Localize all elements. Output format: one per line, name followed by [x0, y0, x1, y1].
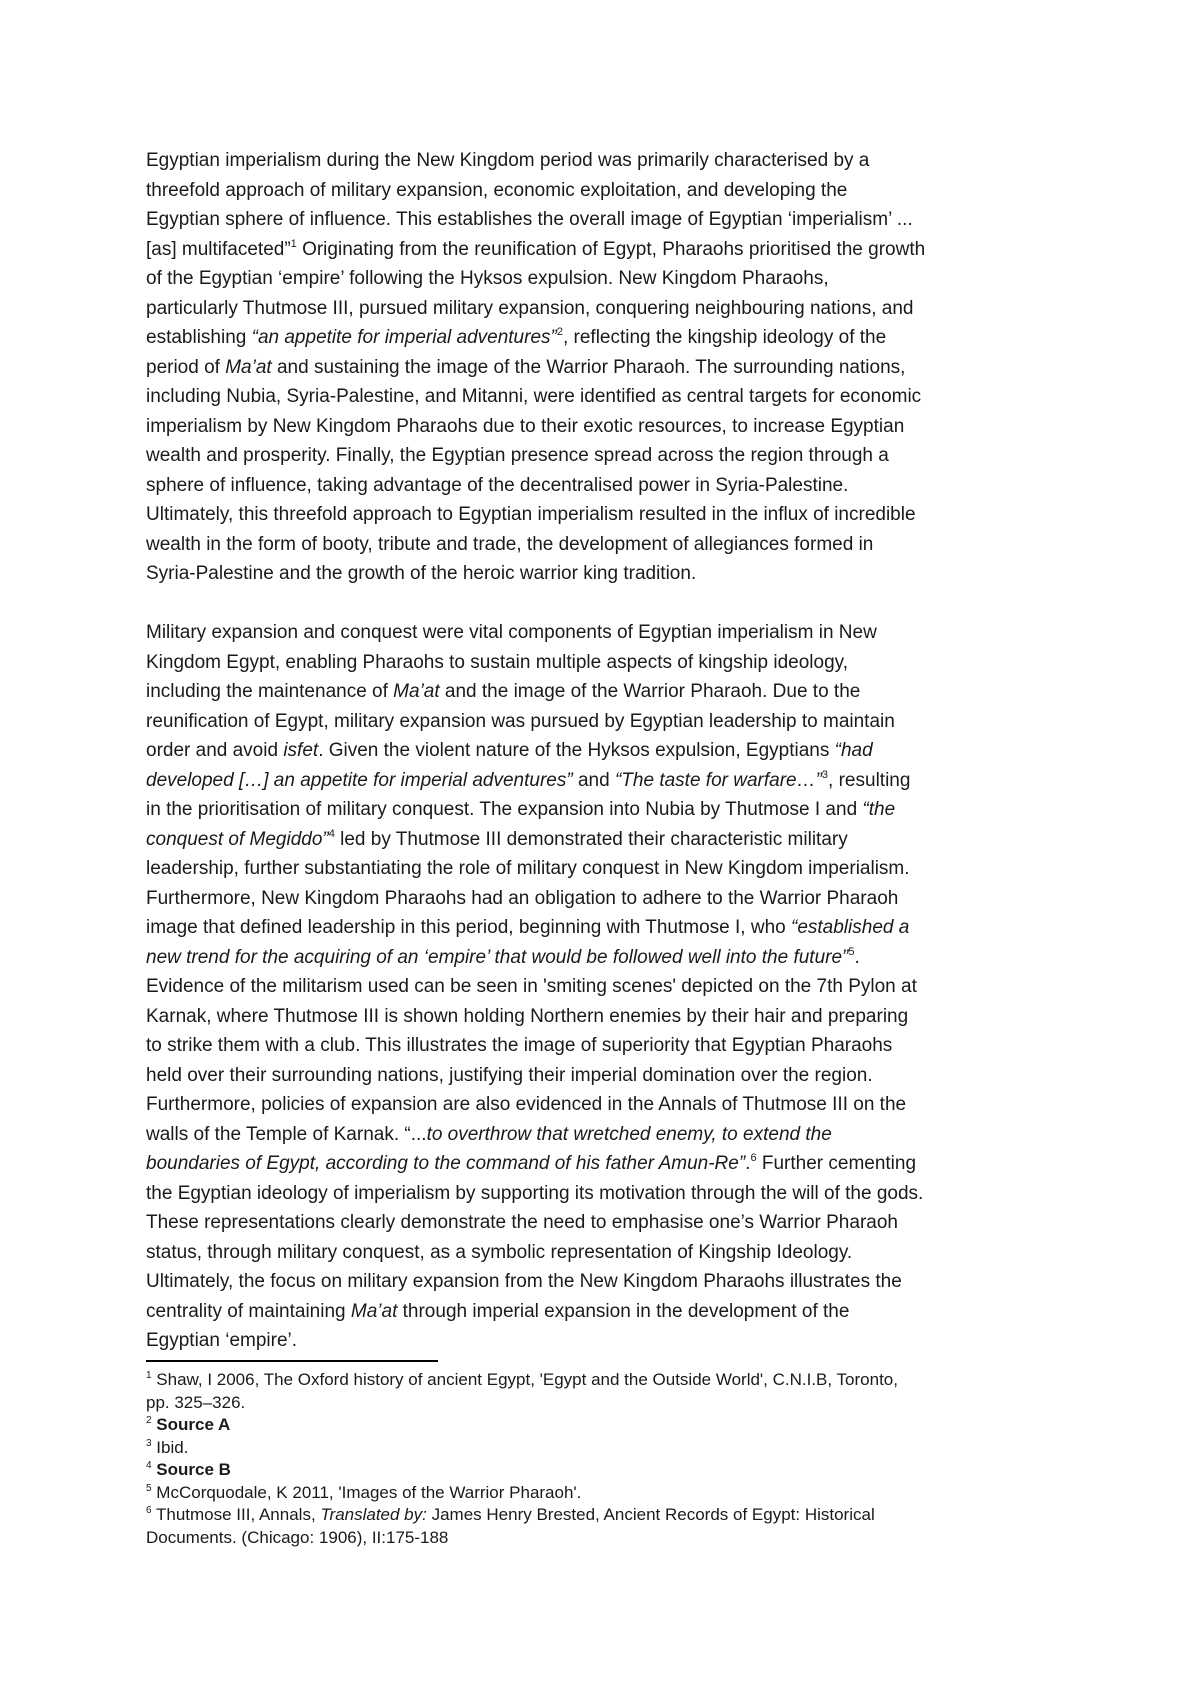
text-line [146, 1090, 1076, 1120]
text-span: held over their surrounding nations, justifying their imperial domination over the region. [146, 1064, 873, 1086]
text-span: These representations clearly demonstrate the need to emphasise one’s Warrior Pharaoh [146, 1212, 898, 1233]
text-span: sphere of influence, taking advantage of the decentralised power in Syria-Palestine. [146, 474, 849, 496]
text-line [146, 205, 1076, 235]
paragraph-2 [146, 618, 1076, 1356]
text-span: Egyptian sphere of influence. This establishes the overall image of Egyptian ‘imperialism’ ... [146, 209, 913, 230]
text-span: Furthermore, New Kingdom Pharaohs had an obligation to adhere to the Warrior Pharaoh [146, 887, 899, 909]
footnote-6-continued [146, 1527, 1076, 1550]
footnote-ref: 6 [750, 1152, 757, 1164]
quote-italic: “the [862, 799, 896, 820]
text-line [146, 1031, 1076, 1061]
text-line [146, 500, 1076, 530]
text-span: Originating from the reunification of Egypt, Pharaohs prioritised the growth [296, 238, 926, 260]
term-italic: isfet [283, 740, 319, 761]
text-span: Kingdom Egypt, enabling Pharaohs to sustain multiple aspects of kingship ideology, [146, 651, 849, 673]
text-line [146, 530, 1076, 560]
quote-italic: “an appetite for imperial adventures” [251, 327, 557, 348]
text-span: to strike them with a club. This illustrates the image of superiority that Egyptian Pharaohs [146, 1035, 893, 1056]
text-span: leadership, further substantiating the role of military conquest in New Kingdom imperialism. [146, 858, 910, 879]
footnote-2 [146, 1414, 1076, 1437]
quote-italic: developed […] an appetite for imperial adventures” [146, 769, 573, 791]
text-span: reunification of Egypt, military expansion was pursued by Egyptian leadership to maintain [146, 710, 895, 732]
text-span: particularly Thutmose III, pursued military expansion, conquering neighbouring nations, and [146, 297, 914, 319]
text-span: centrality of maintaining [146, 1300, 351, 1322]
text-span: led by Thutmose III demonstrated their characteristic military [334, 828, 848, 850]
text-span: and sustaining the image of the Warrior Pharaoh. The surrounding nations, [271, 356, 906, 378]
footnote-text: Thutmose III, Annals, [155, 1505, 321, 1524]
text-line [146, 264, 1076, 294]
text-line [146, 235, 1076, 265]
text-span: . [745, 1153, 751, 1174]
text-span: Further cementing [756, 1153, 917, 1174]
term-italic: Ma’at [350, 1300, 398, 1322]
text-line [146, 1002, 1076, 1032]
quote-italic: conquest of Megiddo” [146, 828, 329, 850]
text-span: the Egyptian ideology of imperialism by supporting its motivation through the will of the gods. [146, 1182, 924, 1204]
footnote-3 [146, 1437, 1076, 1460]
text-span: including Nubia, Syria-Palestine, and Mitanni, were identified as central targets for economic [146, 386, 922, 407]
text-span: Evidence of the militarism used can be seen in 'smiting scenes' depicted on the 7th Pylon at [146, 976, 917, 997]
text-span: including the maintenance of [146, 681, 394, 702]
footnote-number: 3 [146, 1437, 152, 1449]
text-line [146, 323, 1076, 353]
text-line [146, 1149, 1076, 1179]
footnote-text: James Henry Brested, Ancient Records of Egypt: Historical [426, 1505, 875, 1524]
text-line [146, 618, 1076, 648]
text-span: Egyptian ‘empire’. [146, 1330, 298, 1351]
text-line [146, 176, 1076, 206]
text-span: Karnak, where Thutmose III is shown holding Northern enemies by their hair and preparing [146, 1005, 909, 1027]
paragraph-gap [146, 589, 1076, 619]
footnote-number: 2 [146, 1415, 152, 1426]
text-span: Furthermore, policies of expansion are also evidenced in the Annals of Thutmose III on the [146, 1094, 907, 1115]
footnote-text: pp. 325–326. [146, 1392, 246, 1412]
footnote-italic: Translated by: [320, 1505, 427, 1524]
text-span: , reflecting the kingship ideology of the [562, 327, 887, 348]
text-span: Egyptian imperialism during the New Kingdom period was primarily characterised by a [146, 150, 870, 171]
source-label: Source A [156, 1415, 231, 1434]
footnote-5 [146, 1482, 1076, 1505]
text-span: walls of the Temple of Karnak. “... [146, 1123, 427, 1145]
text-line [146, 412, 1076, 442]
quote-italic: to overthrow that wretched enemy, to extend the [426, 1123, 832, 1145]
term-italic: Ma’at [225, 356, 272, 378]
text-line [146, 441, 1076, 471]
text-line [146, 913, 1076, 943]
footnote-text: Documents. (Chicago: 1906), II:175-188 [146, 1527, 449, 1547]
text-line [146, 884, 1076, 914]
text-line [146, 1267, 1076, 1297]
text-line [146, 1326, 1076, 1356]
text-span: Ultimately, this threefold approach to Egyptian imperialism resulted in the influx of incredible [146, 504, 916, 525]
text-span: . Given the violent nature of the Hyksos expulsion, Egyptians [318, 740, 835, 761]
text-span: Syria-Palestine and the growth of the heroic warrior king tradition. [146, 563, 697, 584]
quote-italic: “established a [791, 917, 910, 938]
text-span: threefold approach of military expansion, economic exploitation, and developing the [146, 179, 848, 201]
text-span: Military expansion and conquest were vital components of Egyptian imperialism in New [146, 622, 877, 643]
text-line [146, 648, 1076, 678]
text-span: wealth in the form of booty, tribute and trade, the development of allegiances formed in [146, 533, 874, 555]
text-span: establishing [146, 327, 252, 348]
text-line [146, 943, 1076, 973]
footnote-separator [146, 1360, 438, 1362]
text-line [146, 559, 1076, 589]
footnote-1 [146, 1369, 1076, 1392]
footnote-ref: 2 [556, 326, 563, 338]
text-span: wealth and prosperity. Finally, the Egyptian presence spread across the region through a [146, 445, 889, 466]
paragraph-1 [146, 146, 1076, 589]
text-span: [as] multifaceted” [146, 238, 291, 260]
text-span: imperialism by New Kingdom Pharaohs due to their exotic resources, to increase Egyptian [146, 415, 905, 437]
text-line [146, 677, 1076, 707]
body-text [146, 146, 1076, 1356]
text-line [146, 1238, 1076, 1268]
quote-italic: “had [834, 740, 873, 761]
text-span: in the prioritisation of military conquest. The expansion into Nubia by Thutmose I and [146, 799, 863, 820]
text-line [146, 825, 1076, 855]
footnote-ref: 3 [821, 768, 829, 781]
text-line [146, 795, 1076, 825]
text-line [146, 1061, 1076, 1091]
text-line [146, 972, 1076, 1002]
footnote-number: 6 [146, 1505, 152, 1516]
footnote-ref: 4 [328, 827, 335, 840]
text-line [146, 146, 1076, 176]
quote-italic: “The taste for warfare…” [614, 769, 822, 791]
text-line [146, 471, 1076, 501]
text-span: and [572, 769, 615, 791]
text-line [146, 736, 1076, 766]
text-line [146, 766, 1076, 796]
text-line [146, 1297, 1076, 1327]
term-italic: Ma’at [393, 681, 440, 702]
footnote-6 [146, 1504, 1076, 1527]
text-line [146, 294, 1076, 324]
footnote-text: Shaw, I 2006, The Oxford history of ancient Egypt, 'Egypt and the Outside World', C.N.I.B, Toronto, [156, 1370, 898, 1389]
text-span: through imperial expansion in the development of the [397, 1300, 850, 1322]
text-line [146, 353, 1076, 383]
text-line [146, 382, 1076, 412]
text-span: image that defined leadership in this period, beginning with Thutmose I, who [146, 917, 791, 938]
footnotes [146, 1369, 1076, 1549]
footnote-ref: 1 [290, 237, 297, 250]
footnote-number: 5 [146, 1482, 152, 1494]
text-span: Ultimately, the focus on military expansion from the New Kingdom Pharaohs illustrates the [146, 1271, 902, 1292]
text-span: , resulting [828, 769, 911, 791]
text-line [146, 707, 1076, 737]
text-line [146, 1179, 1076, 1209]
text-line [146, 1208, 1076, 1238]
text-span: . [854, 946, 860, 968]
footnote-ref: 5 [848, 945, 855, 958]
text-span: and the image of the Warrior Pharaoh. Due to the [439, 681, 861, 702]
quote-italic: new trend for the acquiring of an ‘empire’ that would be followed well into the future” [146, 946, 849, 968]
source-label: Source B [156, 1460, 231, 1479]
text-span: period of [146, 356, 226, 378]
footnote-number: 1 [146, 1370, 152, 1381]
footnote-text: McCorquodale, K 2011, 'Images of the Warrior Pharaoh'. [156, 1482, 582, 1502]
text-line [146, 1120, 1076, 1150]
footnote-text: Ibid. [156, 1437, 189, 1457]
footnote-4 [146, 1459, 1076, 1482]
footnote-number: 4 [146, 1460, 152, 1471]
quote-italic: boundaries of Egypt, according to the command of his father Amun-Re” [146, 1153, 746, 1174]
text-line [146, 854, 1076, 884]
text-span: of the Egyptian ‘empire’ following the Hyksos expulsion. New Kingdom Pharaohs, [146, 268, 829, 289]
footnote-1-continued [146, 1392, 1076, 1415]
text-span: order and avoid [146, 740, 284, 761]
text-span: status, through military conquest, as a symbolic representation of Kingship Ideology. [146, 1241, 853, 1263]
